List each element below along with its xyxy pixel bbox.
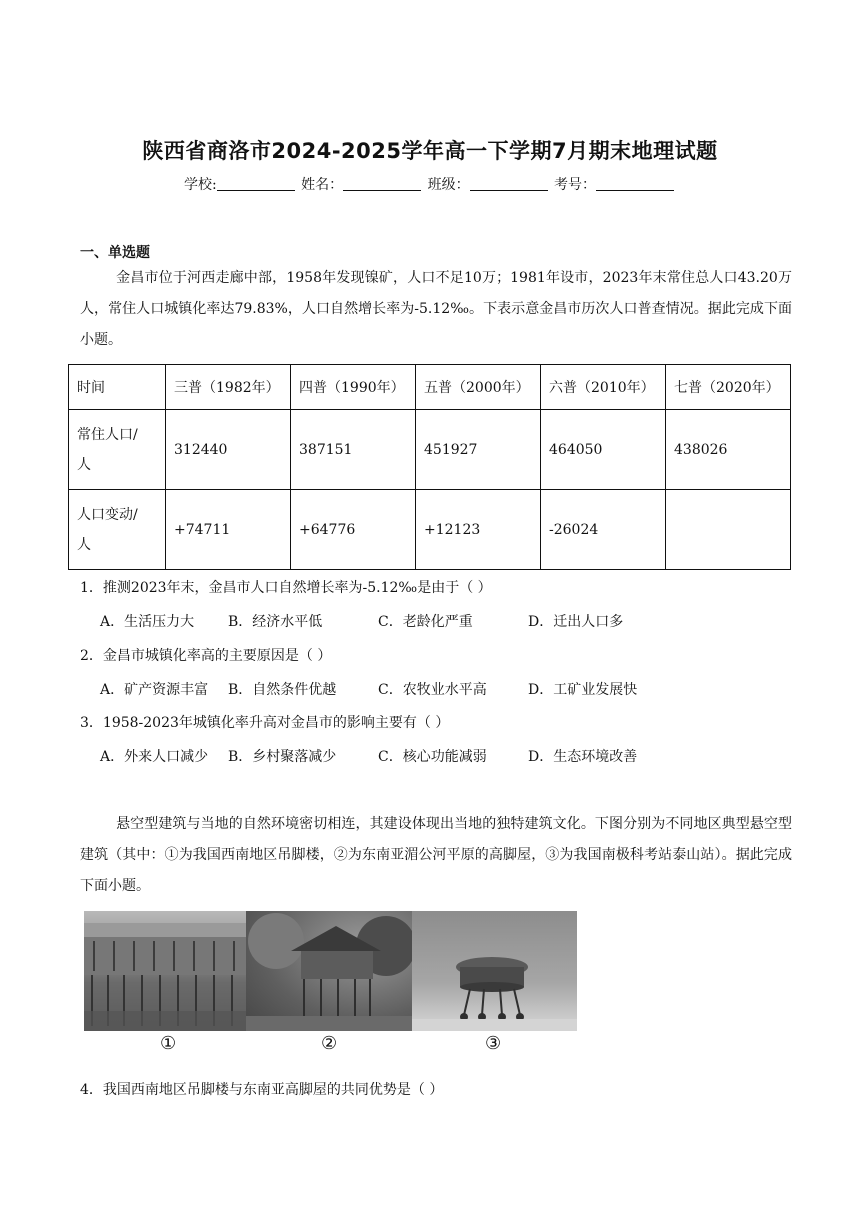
- table-header-row: [69, 365, 791, 410]
- option-c[interactable]: C．农牧业水平高: [378, 682, 487, 698]
- census-table: [68, 364, 791, 570]
- photo-label-1: ①: [160, 1033, 177, 1054]
- passage-stilt-text: 悬空型建筑与当地的自然环境密切相连，其建设体现出当地的独特建筑文化。下图分别为不同地区典型悬空型建筑（其中：①为我国西南地区吊脚楼，②为东南亚湄公河平原的高脚屋，③为我国南极科考站泰山站）。据此完成下面小题。: [80, 816, 792, 894]
- option-a[interactable]: A．外来人口减少: [100, 749, 209, 765]
- option-b[interactable]: B．经济水平低: [228, 614, 323, 630]
- table-header-cell: 时间: [69, 365, 166, 410]
- table-header-cell: 三普（1982年）: [166, 365, 291, 410]
- stilt-house-photo-image: [246, 911, 412, 1031]
- exam-number-blank[interactable]: [596, 176, 674, 191]
- row-label-line: 人口变动/: [77, 506, 138, 523]
- class-label: 班级：: [427, 177, 470, 193]
- photo-label-2: ②: [321, 1033, 338, 1054]
- school-label: 学校:: [183, 177, 217, 193]
- option-a[interactable]: A．生活压力大: [100, 614, 195, 630]
- stilt-house-photo-image: [84, 911, 246, 1031]
- photo-gaojiaowu: [246, 911, 412, 1031]
- option-c[interactable]: C．老龄化严重: [378, 614, 473, 630]
- table-cell: [666, 490, 791, 570]
- table-row: [69, 410, 791, 490]
- table-cell: 464050: [541, 410, 666, 490]
- row-label: [69, 410, 166, 490]
- question-3-stem: 3．1958-2023年城镇化率升高对金昌市的影响主要有（ ）: [80, 715, 450, 731]
- option-d[interactable]: D．工矿业发展快: [528, 682, 638, 698]
- passage-jinchang-text: 金昌市位于河西走廊中部，1958年发现镍矿，人口不足10万；1981年设市，2023年末常住总人口43.20万人，常住人口城镇化率达79.83%，人口自然增长率为-5.12‰。下表示意金昌市历次人口普查情况。据此完成下面小题。: [80, 270, 792, 348]
- row-label-line: 常住人口/: [77, 426, 138, 443]
- option-b[interactable]: B．自然条件优越: [228, 682, 337, 698]
- stilt-building-photos: [84, 911, 577, 1031]
- photo-diaojiaolou: [84, 911, 246, 1031]
- section-heading: 一、单选题: [80, 245, 150, 261]
- option-a[interactable]: A．矿产资源丰富: [100, 682, 209, 698]
- question-1-stem: 1．推测2023年末，金昌市人口自然增长率为-5.12‰是由于（ ）: [80, 580, 492, 596]
- school-blank[interactable]: [217, 176, 295, 191]
- exam-number-label: 考号：: [554, 177, 597, 193]
- table-header-cell: 七普（2020年）: [666, 365, 791, 410]
- table-header-cell: 六普（2010年）: [541, 365, 666, 410]
- table-header-cell: 五普（2000年）: [416, 365, 541, 410]
- antarctic-station-photo-image: [412, 911, 577, 1031]
- name-label: 姓名：: [301, 177, 344, 193]
- question-4-stem: 4．我国西南地区吊脚楼与东南亚高脚屋的共同优势是（ ）: [80, 1082, 444, 1098]
- row-label: [69, 490, 166, 570]
- table-header-cell: 四普（1990年）: [291, 365, 416, 410]
- table-cell: +74711: [166, 490, 291, 570]
- row-label-line: 人: [77, 456, 91, 473]
- option-d[interactable]: D．迁出人口多: [528, 614, 624, 630]
- table-cell: 312440: [166, 410, 291, 490]
- table-cell: 451927: [416, 410, 541, 490]
- table-cell: 438026: [666, 410, 791, 490]
- name-blank[interactable]: [343, 176, 421, 191]
- passage-jinchang: [80, 263, 792, 356]
- page-title: 陕西省商洛市2024-2025学年高一下学期7月期末地理试题: [142, 139, 718, 163]
- photo-labels: [84, 1033, 577, 1057]
- option-d[interactable]: D．生态环境改善: [528, 749, 638, 765]
- passage-stilt-buildings: [80, 809, 792, 902]
- table-cell: -26024: [541, 490, 666, 570]
- question-2-stem: 2．金昌市城镇化率高的主要原因是（ ）: [80, 648, 332, 664]
- photo-label-3: ③: [485, 1033, 502, 1054]
- table-cell: +12123: [416, 490, 541, 570]
- student-info-line: [0, 174, 860, 194]
- table-row: [69, 490, 791, 570]
- table-cell: 387151: [291, 410, 416, 490]
- option-b[interactable]: B．乡村聚落减少: [228, 749, 337, 765]
- row-label-line: 人: [77, 536, 91, 553]
- table-cell: +64776: [291, 490, 416, 570]
- option-c[interactable]: C．核心功能减弱: [378, 749, 487, 765]
- photo-taishan-station: [412, 911, 577, 1031]
- class-blank[interactable]: [470, 176, 548, 191]
